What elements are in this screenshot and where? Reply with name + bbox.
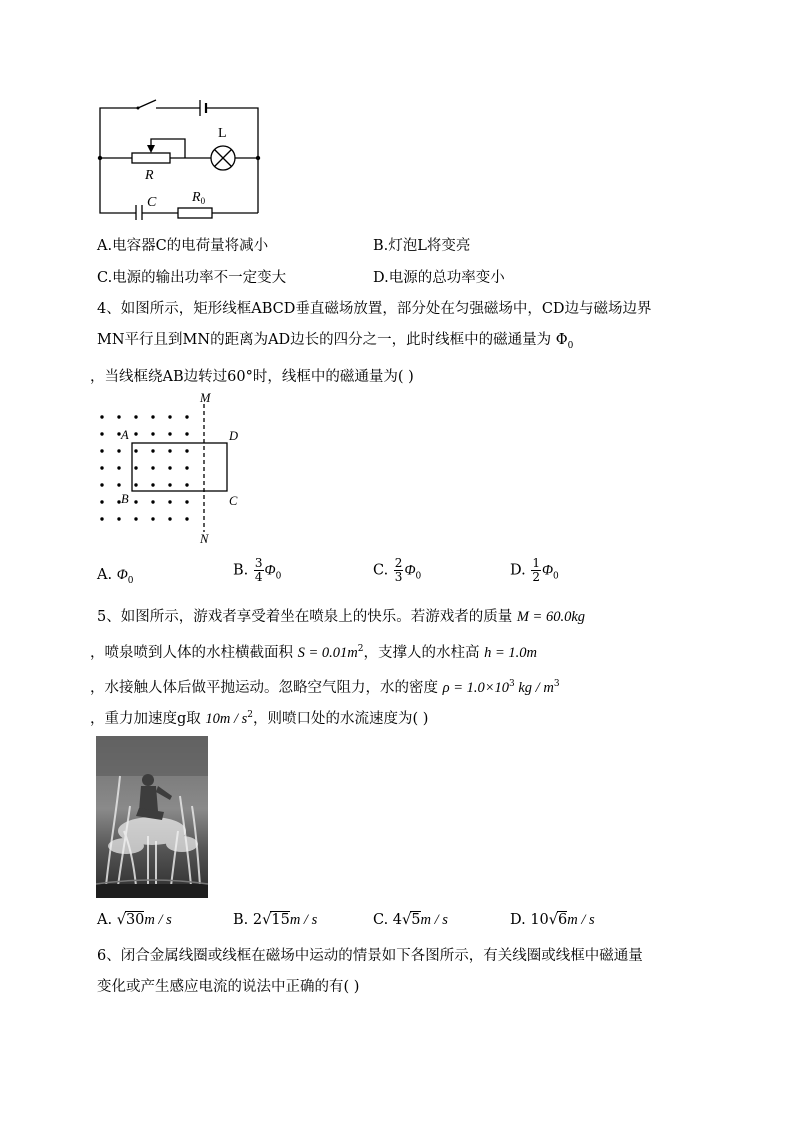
- fountain-photo: [96, 736, 208, 898]
- q5-option-c: C. 4√5m / s: [373, 912, 448, 928]
- q5-stem-line2: ，喷泉喷到人体的水柱横截面积 $S = 0.01m^2$，支撑人的水柱高 h = 1.0m: [90, 644, 537, 661]
- label-b: B: [121, 492, 129, 506]
- q4-option-a: A. $\Phi_0$: [97, 567, 134, 586]
- q5-option-d: D. 10√6m / s: [510, 912, 595, 928]
- q4-stem-line2: MN平行且到MN的距离为AD边长的四分之一，此时线框中的磁通量为 $\Phi_0$: [97, 332, 574, 351]
- q3-option-b: B.灯泡L将变亮: [373, 238, 471, 254]
- rheostat-label: R: [145, 168, 154, 183]
- label-a: A: [121, 428, 129, 442]
- q4-stem-line1: 4、如图所示，矩形线框ABCD垂直磁场放置，部分处在匀强磁场中，CD边与磁场边界: [97, 301, 652, 317]
- q6-stem-line1: 6、闭合金属线圈或线框在磁场中运动的情景如下各图所示，有关线圈或线框中磁通量: [97, 948, 643, 964]
- resistor-label: $R_0$: [192, 190, 206, 206]
- label-m: M: [200, 391, 211, 405]
- q4-option-d: D. $\frac{1}{2}$ $\Phi_0$: [510, 556, 559, 584]
- q5-stem-line3: ，水接触人体后做平抛运动。忽略空气阻力，水的密度 $\rho = 1.0\times 10^3$ kg / $m^3$: [90, 679, 560, 696]
- magnetic-field-figure: [92, 390, 252, 550]
- q6-stem-line2: 变化或产生感应电流的说法中正确的有( ): [97, 979, 360, 995]
- q5-option-b: B. 2√15m / s: [233, 912, 318, 928]
- q3-option-d: D.电源的总功率变小: [373, 270, 505, 286]
- q3-option-c: C.电源的输出功率不一定变大: [97, 270, 287, 286]
- q5-option-a: A. √30m / s: [97, 912, 172, 928]
- label-d: D: [229, 429, 239, 443]
- capacitor-label: C: [147, 195, 157, 210]
- q3-option-a: A.电容器C的电荷量将减小: [97, 238, 269, 254]
- label-c: C: [229, 494, 238, 508]
- label-n: N: [200, 532, 209, 546]
- q5-stem-line1: 5、如图所示，游戏者享受着坐在喷泉上的快乐。若游戏者的质量 M = 60.0kg: [97, 609, 586, 625]
- q4-stem-line3: ，当线框绕AB边转过60°时，线框中的磁通量为( ): [90, 369, 414, 385]
- q5-stem-line4: ，重力加速度g取 $10m / s^2$，则喷口处的水流速度为( ): [90, 710, 429, 727]
- q4-option-b: B. $\frac{3}{4}$ $\Phi_0$: [233, 556, 282, 584]
- q4-option-c: C. $\frac{2}{3}$ $\Phi_0$: [373, 556, 422, 584]
- lamp-label: L: [218, 126, 227, 141]
- circuit-figure: [90, 95, 270, 220]
